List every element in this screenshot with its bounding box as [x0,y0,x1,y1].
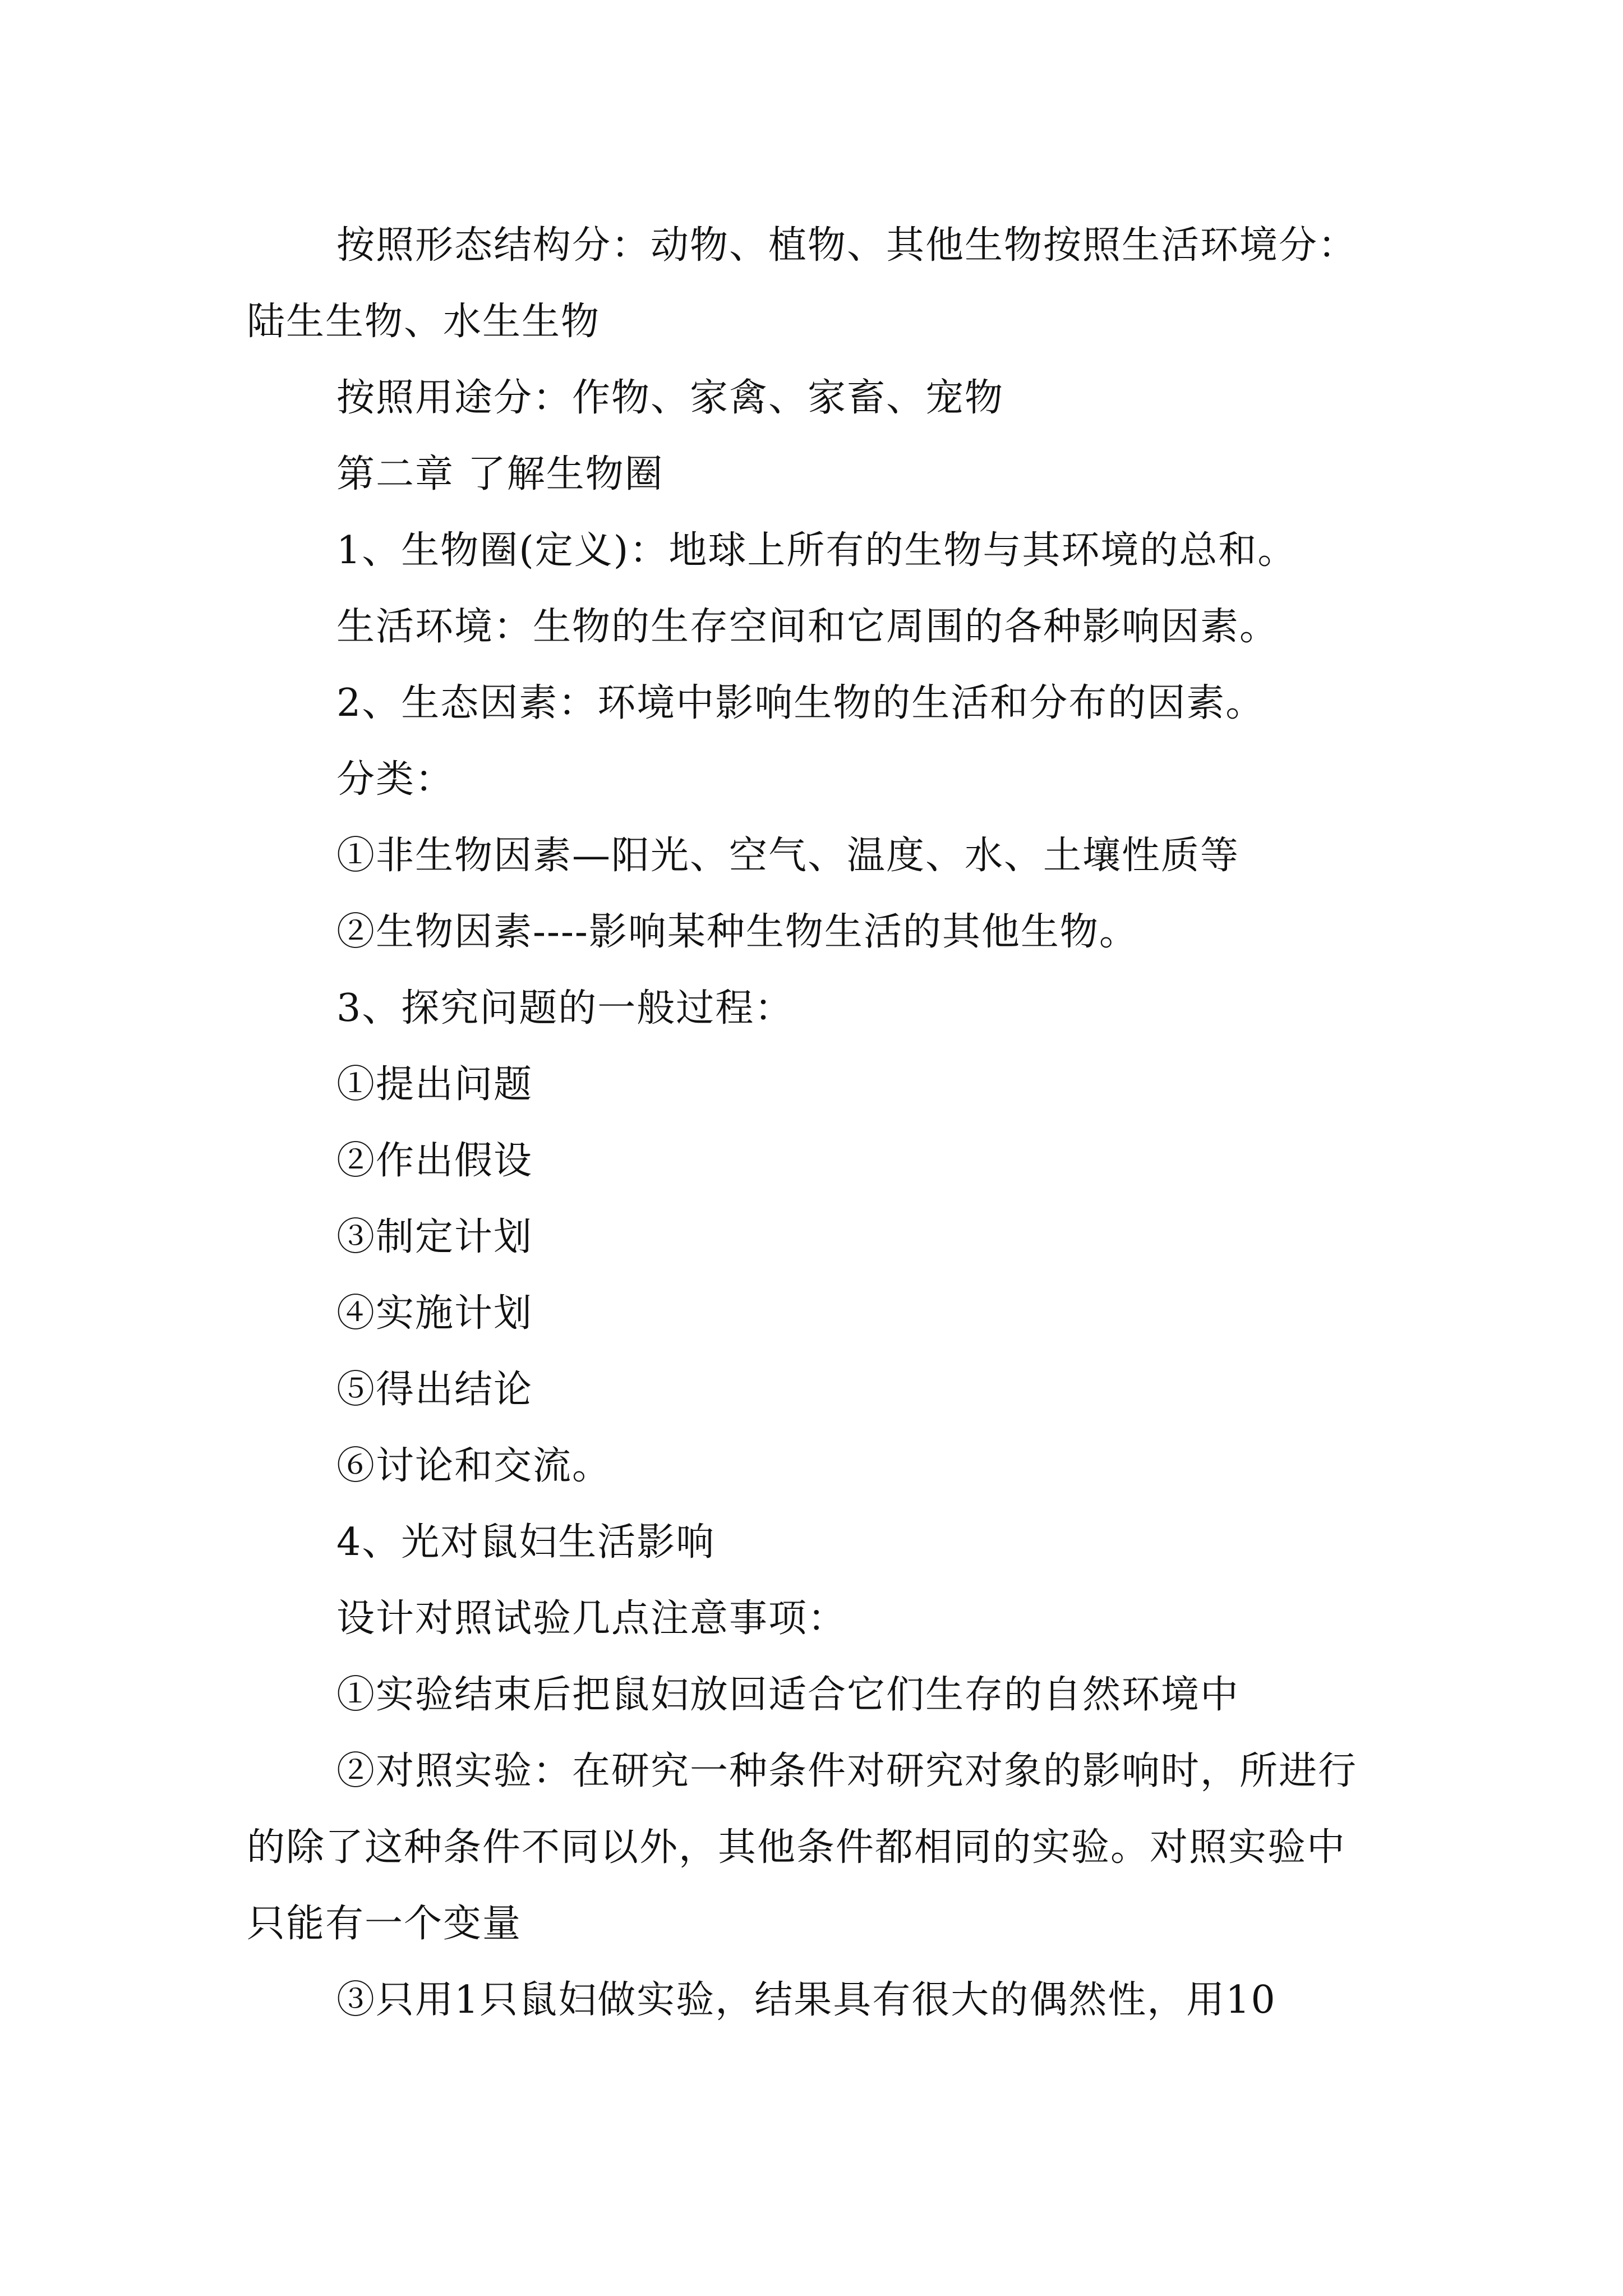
paragraph-18: 设计对照试验几点注意事项： [336,1596,847,1641]
paragraph-11: ①提出问题 [336,1062,533,1107]
paragraph-8: ①非生物因素—阳光、空气、温度、水、土壤性质等 [336,834,1240,878]
paragraph-6: 2、生态因素：环境中影响生物的生活和分布的因素。 [336,681,1265,725]
paragraph-1: 按照形态结构分：动物、植物、其他生物按照生活环境分：陆生生物、水生生物 [247,223,1358,344]
paragraph-20: ②对照实验：在研究一种条件对研究对象的影响时，所进行的除了这种条件不同以外，其他条件都相同的实验。对照实验中只能有一个变量 [247,1749,1358,1946]
paragraph-13: ③制定计划 [336,1215,533,1259]
paragraph-15: ⑤得出结论 [336,1368,533,1412]
paragraph-10: 3、探究问题的一般过程： [336,986,794,1030]
paragraph-16: ⑥讨论和交流。 [336,1444,612,1488]
paragraph-21: ③只用1只鼠妇做实验，结果具有很大的偶然性，用10 [336,1978,1276,2022]
paragraph-7: 分类： [336,757,455,802]
paragraph-19: ①实验结束后把鼠妇放回适合它们生存的自然环境中 [336,1673,1240,1717]
paragraph-17: 4、光对鼠妇生活影响 [336,1520,716,1565]
chapter-heading: 第二章 了解生物圈 [336,452,664,496]
paragraph-12: ②作出假设 [336,1139,533,1183]
paragraph-5: 生活环境：生物的生存空间和它周围的各种影响因素。 [336,605,1279,649]
paragraph-4: 1、生物圈(定义)：地球上所有的生物与其环境的总和。 [336,528,1297,573]
paragraph-2: 按照用途分：作物、家禽、家畜、宠物 [336,376,1004,420]
paragraph-9: ②生物因素----影响某种生物生活的其他生物。 [336,910,1138,954]
paragraph-14: ④实施计划 [336,1291,533,1336]
